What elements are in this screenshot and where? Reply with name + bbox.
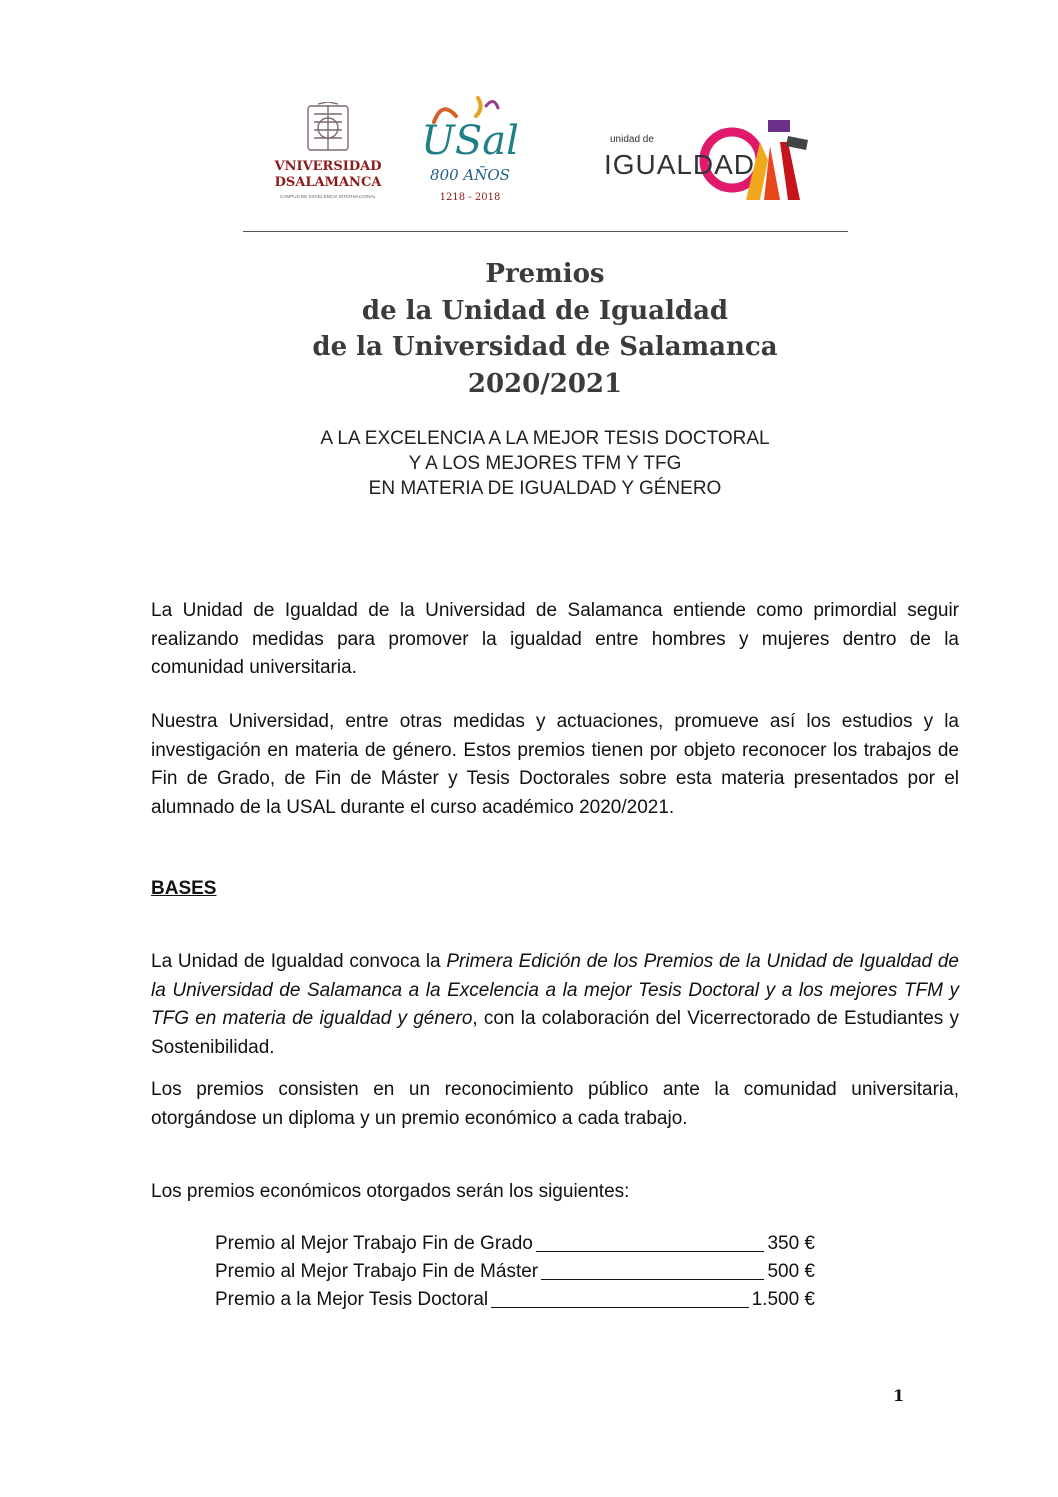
equality-unit-big: IGUALDAD [604, 149, 754, 180]
header-logos [0, 92, 1058, 217]
bases-heading: BASES [151, 878, 217, 899]
title-line-1: Premios [485, 259, 605, 289]
call-paragraph [151, 948, 959, 1062]
title-line-4: 2020/2021 [467, 368, 623, 399]
anniversary-years: 800 AÑOS [430, 166, 510, 184]
prize-label: Premio al Mejor Trabajo Fin de Máster [215, 1261, 539, 1282]
page-number: 1 [893, 1386, 905, 1405]
prize-leader-line [541, 1279, 764, 1280]
university-tagline: CAMPUS DE EXCELENCIA INTERNACIONAL [280, 194, 376, 199]
prize-amount: 500 € [767, 1261, 815, 1282]
university-logo [258, 102, 398, 214]
title-line-3: de la Universidad de Salamanca [312, 332, 778, 362]
document-subtitle [0, 426, 1058, 501]
header-divider [243, 231, 848, 232]
subtitle-line-3: EN MATERIA DE IGUALDAD Y GÉNERO [368, 478, 722, 499]
subtitle-line-1: A LA EXCELENCIA A LA MEJOR TESIS DOCTORAL [320, 428, 770, 449]
prize-row-master [215, 1258, 815, 1286]
call-paragraph-italic: Primera Edición de los Premios de la Unidad de Igualdad de la Universidad de Salamanca a la Excelencia a la mejor Tesis Doctoral y a los mejores TFM y TFG en materia de igualdad y género [151, 951, 959, 1029]
university-name-line2: DSALAMANCA [274, 175, 382, 190]
equality-unit-logo [602, 112, 812, 204]
call-paragraph-end: , con la colaboración del Vicerrectorado de Estudiantes y Sostenibilidad. [151, 1008, 960, 1058]
anniversary-mark: USal [421, 118, 519, 164]
prize-row-grado [215, 1230, 815, 1258]
anniversary-range: 1218 - 2018 [439, 192, 501, 203]
prize-amount: 1.500 € [751, 1289, 815, 1310]
purpose-paragraph: Nuestra Universidad, entre otras medidas y actuaciones, promueve así los estudios y la investigación en materia de género. Estos premios tienen por objeto reconocer los trabajos de Fin de Grado, de Fin de Máster y Tesis Doctorales sobre esta materia presentados por el alumnado de la USAL durante el curso académico 2020/2021. [151, 711, 959, 818]
title-line-2: de la Unidad de Igualdad [361, 295, 729, 326]
prize-row-tesis [215, 1286, 815, 1314]
prize-amount: 350 € [767, 1233, 815, 1254]
prize-leader-line [491, 1307, 748, 1308]
prize-leader-line [536, 1251, 765, 1252]
awards-paragraph: Los premios consisten en un reconocimiento público ante la comunidad universitaria, otorgándose un diploma y un premio económico a cada trabajo. [151, 1079, 959, 1129]
prize-label: Premio a la Mejor Tesis Doctoral [215, 1289, 489, 1310]
university-name-line1: VNIVERSIDAD [274, 159, 382, 174]
prizes-intro: Los premios económicos otorgados serán los siguientes: [151, 1181, 630, 1202]
equality-unit-small: unidad de [610, 134, 654, 145]
intro-paragraph: La Unidad de Igualdad de la Universidad de Salamanca entiende como primordial seguir realizando medidas para promover la igualdad entre hombres y mujeres dentro de la comunidad universitaria. [151, 600, 959, 678]
prize-list [215, 1230, 815, 1314]
prize-label: Premio al Mejor Trabajo Fin de Grado [215, 1233, 533, 1254]
document-title [0, 256, 1058, 402]
subtitle-line-2: Y A LOS MEJORES TFM Y TFG [408, 453, 682, 474]
call-paragraph-start: La Unidad de Igualdad convoca la [151, 951, 447, 972]
anniversary-logo [414, 92, 524, 210]
